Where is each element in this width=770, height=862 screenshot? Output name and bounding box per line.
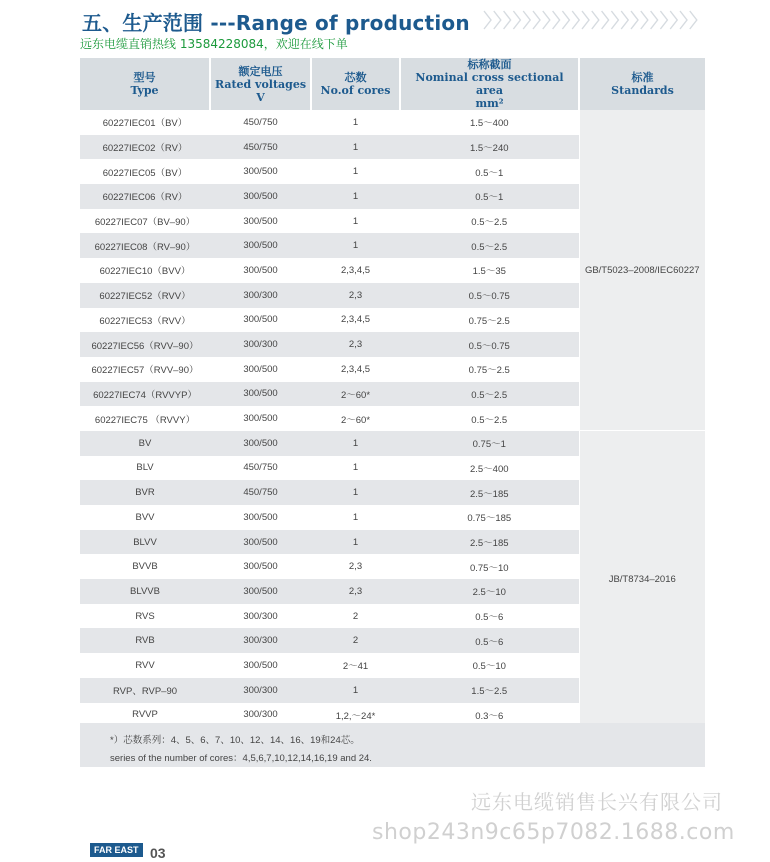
- chevron-mark: [572, 11, 579, 29]
- product-range-table: [80, 58, 705, 727]
- far-east-logo: FAR EAST: [90, 843, 143, 857]
- footnote-en: series of the number of cores：4,5,6,7,10,12,14,16,19 and 24.: [110, 753, 372, 764]
- cell-type: BVR: [80, 480, 210, 505]
- cell-type: 60227IEC01（BV）: [102, 118, 188, 130]
- chevron-mark: [641, 11, 648, 29]
- cell-type: 60227IEC53（RVV）: [99, 315, 191, 327]
- header-type-cn: 型号: [133, 71, 156, 84]
- cell-type: 60227IEC10（BVV）: [99, 266, 191, 278]
- cell-area: 0.75～10: [469, 562, 509, 574]
- cell-voltage: 300/300: [210, 332, 311, 357]
- cell-type: BLV: [136, 462, 154, 474]
- chevron-mark: [651, 11, 658, 29]
- cell-type: BLVVB: [80, 579, 210, 604]
- watermark-shop-url: shop243n9c65p7082.1688.com: [372, 820, 735, 845]
- cell-voltage: 300/500: [243, 659, 278, 671]
- cell-type: 60227IEC52（RVV）: [80, 283, 210, 308]
- cell-area: 0.5～1: [400, 184, 579, 209]
- cell-standard: GB/T5023–2008/IEC60227: [579, 110, 705, 431]
- cell-type: 60227IEC07（BV–90）: [94, 217, 196, 229]
- chevron-mark: [690, 11, 697, 29]
- cell-area: 0.5～0.75: [400, 283, 579, 308]
- cell-standard: JB/T8734–2016: [579, 431, 705, 727]
- cell-voltage: 300/500: [210, 530, 311, 555]
- cell-voltage: 300/500: [210, 184, 311, 209]
- chevron-mark: [513, 11, 520, 29]
- cell-area: 2.5～400: [469, 463, 509, 475]
- cell-voltage: 300/500: [243, 166, 278, 178]
- cell-type: RVP、RVP–90: [80, 678, 210, 703]
- chevron-mark: [631, 11, 638, 29]
- cell-area: 0.5～1: [475, 167, 504, 179]
- cell-cores: 2,3,4,5: [340, 264, 371, 276]
- sales-hotline: 远东电缆直销热线 13584228084，欢迎在线下单: [80, 37, 348, 51]
- cell-voltage: 450/750: [243, 462, 278, 474]
- header-standards-cn: 标准: [631, 71, 654, 84]
- cell-voltage: 300/300: [243, 610, 278, 622]
- cell-cores: 1: [352, 166, 359, 178]
- header-standards-en: Standards: [611, 84, 674, 97]
- cell-area: 0.5～6: [400, 628, 579, 653]
- cell-type: BV: [80, 431, 210, 456]
- cell-voltage: 300/500: [243, 413, 278, 425]
- cell-area: 0.5～10: [472, 661, 506, 673]
- chevron-mark: [602, 11, 609, 29]
- cell-type: BVVB: [132, 561, 158, 573]
- cell-type: RVVP: [132, 709, 158, 721]
- cell-type: RVB: [80, 628, 210, 653]
- cell-cores: 2～41: [342, 661, 369, 673]
- header-type: [80, 58, 210, 110]
- cell-cores: 2,3,4,5: [340, 363, 371, 375]
- page-number: 03: [150, 845, 166, 861]
- table-header-row: [80, 58, 705, 110]
- cell-cores: 2,3: [348, 561, 363, 573]
- cell-cores: 1: [311, 135, 400, 160]
- cell-cores: 1: [311, 431, 400, 456]
- cell-type: 60227IEC57（RVV–90）: [91, 365, 199, 377]
- cell-cores: 2,3: [311, 283, 400, 308]
- chevron-mark: [484, 11, 491, 29]
- cell-cores: 1: [352, 462, 359, 474]
- cell-area: 0.5～0.75: [400, 332, 579, 357]
- chevron-mark: [533, 11, 540, 29]
- header-voltage-unit: V: [256, 90, 265, 104]
- cell-area: 0.5～2.5: [400, 233, 579, 258]
- cell-voltage: 450/750: [243, 116, 278, 128]
- cell-type: RVV: [135, 659, 155, 671]
- cell-voltage: 450/750: [210, 480, 311, 505]
- cell-area: 0.75～2.5: [468, 365, 510, 377]
- chevron-mark: [543, 11, 550, 29]
- watermark-company: 远东电缆销售长兴有限公司: [471, 790, 723, 814]
- header-voltage: [210, 58, 311, 110]
- cell-cores: 2,3: [311, 579, 400, 604]
- cell-cores: 1,2,～24*: [335, 710, 376, 722]
- cell-type: 60227IEC56（RVV–90）: [80, 332, 210, 357]
- cell-area: 0.75～185: [467, 513, 512, 525]
- cell-cores: 1: [352, 215, 359, 227]
- chevron-mark: [592, 11, 599, 29]
- cell-area: 0.5～2.5: [400, 382, 579, 407]
- header-type-en: Type: [130, 84, 159, 97]
- cell-area: 0.5～2.5: [471, 217, 508, 229]
- cell-area: 1.5～240: [400, 135, 579, 160]
- table-row: [80, 431, 705, 456]
- cell-area: 1.5～400: [469, 118, 509, 130]
- section-title: [82, 6, 470, 36]
- cell-voltage: 300/500: [210, 382, 311, 407]
- header-cores-en: No.of cores: [320, 84, 391, 97]
- cell-cores: 2～60*: [340, 414, 371, 426]
- cell-voltage: 300/300: [210, 283, 311, 308]
- cell-voltage: 300/500: [243, 314, 278, 326]
- cell-area: 1.5～35: [472, 266, 506, 278]
- cell-voltage: 300/500: [210, 233, 311, 258]
- cell-area: 1.5～2.5: [400, 678, 579, 703]
- cell-type: RVS: [135, 610, 155, 622]
- cell-cores: 2,3,4,5: [340, 314, 371, 326]
- cell-area: 0.3～6: [475, 710, 504, 722]
- chevron-mark: [494, 11, 501, 29]
- cell-area: 0.75～2.5: [468, 315, 510, 327]
- cell-type: 60227IEC74（RVVYP）: [80, 382, 210, 407]
- header-voltage-en: Rated voltages: [214, 77, 307, 91]
- header-voltage-cn: 额定电压: [238, 64, 283, 78]
- chevron-mark: [504, 11, 511, 29]
- cell-voltage: 300/500: [210, 579, 311, 604]
- cell-cores: 2: [311, 628, 400, 653]
- cell-voltage: 300/500: [243, 363, 278, 375]
- header-area-en: Nominal cross sectional area: [415, 71, 564, 97]
- cell-voltage: 300/300: [210, 678, 311, 703]
- cell-area: 0.75～1: [400, 431, 579, 456]
- chevron-mark: [553, 11, 560, 29]
- chevron-mark: [680, 11, 687, 29]
- chevron-mark: [621, 11, 628, 29]
- header-cores-cn: 芯数: [344, 71, 367, 84]
- cell-cores: 1: [311, 530, 400, 555]
- cell-cores: 1: [311, 184, 400, 209]
- cell-type: 60227IEC08（RV–90）: [80, 233, 210, 258]
- cell-voltage: 300/500: [243, 264, 278, 276]
- cell-area: 0.5～6: [475, 612, 504, 624]
- cell-voltage: 300/500: [210, 431, 311, 456]
- table-body: [80, 110, 705, 727]
- cell-cores: 1: [352, 511, 359, 523]
- cell-area: 2.5～10: [400, 579, 579, 604]
- cell-area: 2.5～185: [400, 480, 579, 505]
- cell-type: 60227IEC06（RV）: [80, 184, 210, 209]
- cell-voltage: 300/300: [210, 628, 311, 653]
- cell-cores: 1: [311, 480, 400, 505]
- section-title-text: 五、生产范围 ---Range of production: [82, 10, 470, 35]
- footnote: [80, 723, 705, 767]
- chevron-mark: [582, 11, 589, 29]
- cell-cores: 2: [352, 610, 359, 622]
- chevron-mark: [611, 11, 618, 29]
- cell-cores: 2～60*: [311, 382, 400, 407]
- header-standards: [579, 58, 705, 110]
- header-cores: [311, 58, 400, 110]
- chevron-decoration-icon: [482, 9, 698, 31]
- chevron-mark: [523, 11, 530, 29]
- header-area: [400, 58, 579, 110]
- cell-cores: 1: [311, 233, 400, 258]
- cell-cores: 2,3: [311, 332, 400, 357]
- cell-cores: 1: [311, 678, 400, 703]
- table-row: [80, 110, 705, 135]
- cell-type: BLVV: [80, 530, 210, 555]
- cell-cores: 1: [352, 116, 359, 128]
- cell-type: 60227IEC05（BV）: [102, 167, 188, 179]
- cell-type: 60227IEC02（RV）: [80, 135, 210, 160]
- cell-voltage: 300/500: [243, 561, 278, 573]
- cell-voltage: 450/750: [210, 135, 311, 160]
- cell-area: 2.5～185: [400, 530, 579, 555]
- header-area-unit: mm²: [475, 97, 504, 110]
- cell-area: 0.5～2.5: [471, 414, 508, 426]
- footnote-cn: *）芯数系列：4、5、6、7、10、12、14、16、19和24芯。: [110, 735, 360, 746]
- cell-type: BVV: [135, 511, 155, 523]
- chevron-mark: [670, 11, 677, 29]
- cell-voltage: 300/300: [243, 709, 278, 721]
- cell-voltage: 300/500: [243, 215, 278, 227]
- chevron-mark: [660, 11, 667, 29]
- header-area-cn: 标称截面: [467, 58, 512, 71]
- cell-type: 60227IEC75 （RVVY）: [94, 414, 196, 426]
- chevron-mark: [562, 11, 569, 29]
- cell-voltage: 300/500: [243, 511, 278, 523]
